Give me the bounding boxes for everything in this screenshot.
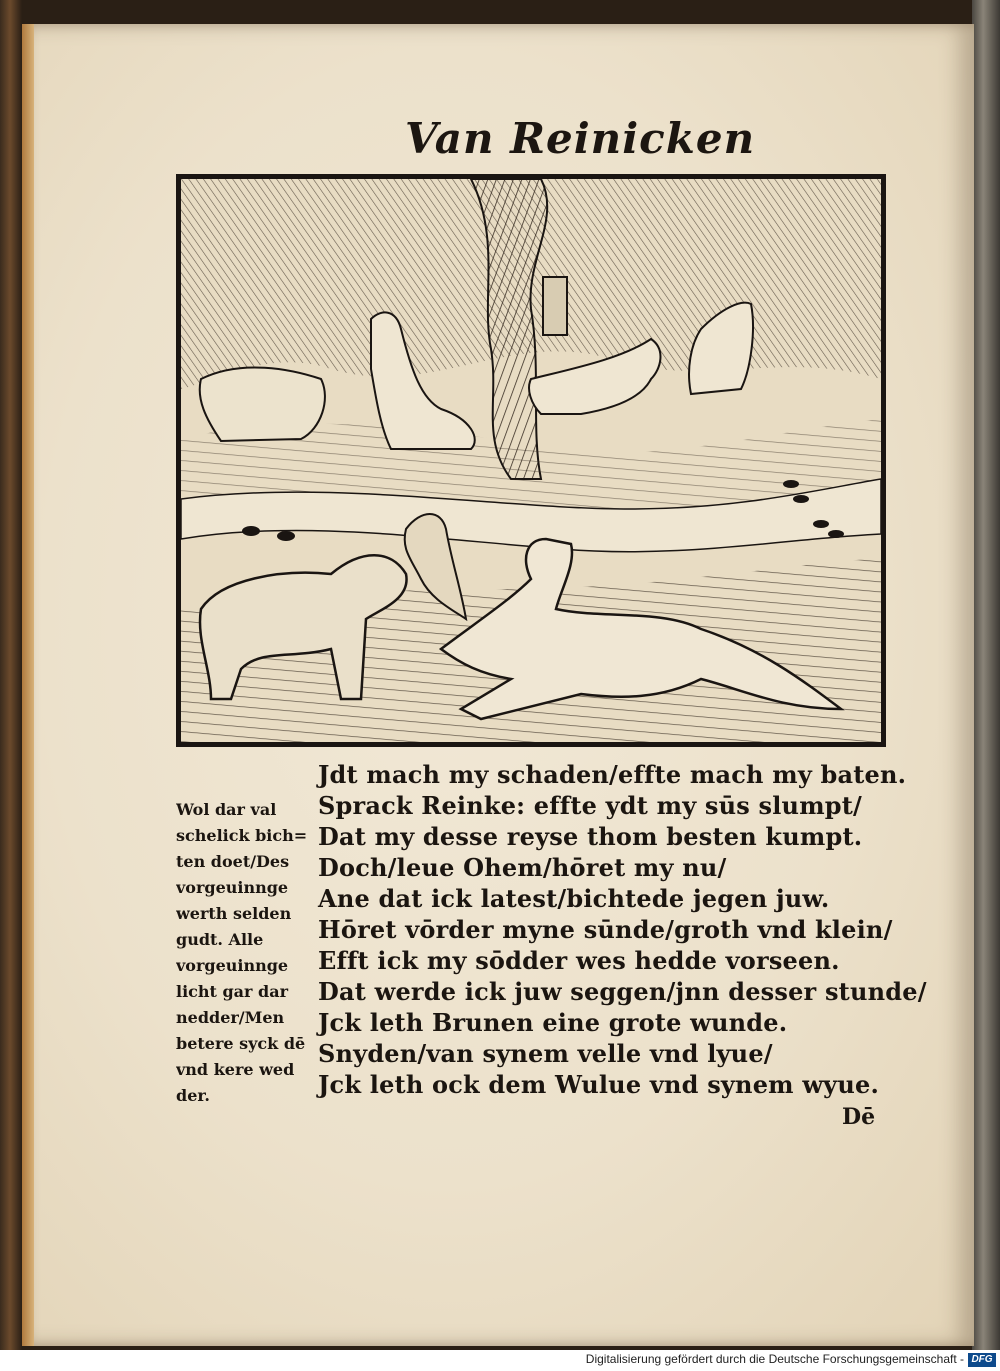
verse-line: Dat my desse reyse thom besten kumpt. <box>318 822 863 851</box>
verse-line: Jck leth ock dem Wulue vnd synem wyue. <box>318 1070 879 1099</box>
marginal-gloss-line: vorgeuinnge <box>176 878 289 897</box>
verse-line: Jck leth Brunen eine grote wunde. <box>318 1008 788 1037</box>
marginal-gloss-line: gudt. Alle <box>176 930 264 949</box>
distant-tower <box>543 277 567 335</box>
beast-figure-left <box>200 367 325 441</box>
verse-line: Efft ick my sōdder wes hedde vorseen. <box>318 946 840 975</box>
verse-line: Sprack Reinke: effte ydt my sūs slumpt/ <box>318 791 863 820</box>
verse-line: Dat werde ick juw seggen/jnn desser stunde/ <box>318 977 927 1006</box>
marginal-gloss-line: nedder/Men <box>176 1008 285 1027</box>
woodcut-illustration <box>176 174 886 747</box>
marginal-gloss-line: ten doet/Des <box>176 852 290 871</box>
book-spine <box>972 0 1000 1350</box>
marginal-gloss-line: licht gar dar <box>176 982 289 1001</box>
footer-credit-text: Digitalisierung gefördert durch die Deutsche Forschungsgemeinschaft - <box>585 1352 964 1366</box>
footer-bar <box>0 1350 1000 1371</box>
marginal-gloss-line: vnd kere wed <box>176 1060 295 1079</box>
verse-line: Doch/leue Ohem/hōret my nu/ <box>318 853 727 882</box>
running-head: Van Reinicken <box>405 114 756 163</box>
verse-line: Snyden/van synem velle vnd lyue/ <box>318 1039 773 1068</box>
marginal-gloss-line: Wol dar val <box>176 800 277 819</box>
marginal-gloss-line: schelick bich= <box>176 826 308 845</box>
verse-line: Ane dat ick latest/bichtede jegen juw. <box>318 884 830 913</box>
marginal-gloss-line: betere syck dē <box>176 1034 306 1053</box>
marginal-gloss-line: der. <box>176 1086 210 1105</box>
page-fore-edge <box>22 24 34 1346</box>
dfg-logo-icon: DFG <box>968 1353 996 1367</box>
catchword: Dē <box>842 1104 876 1130</box>
verse-line: Jdt mach my schaden/effte mach my baten. <box>318 760 907 789</box>
woodcut-foxes-scene <box>181 179 881 742</box>
marginal-gloss-line: vorgeuinnge <box>176 956 289 975</box>
verse-line: Hōret vōrder myne sūnde/groth vnd klein/ <box>318 915 893 944</box>
marginal-gloss-line: werth selden <box>176 904 292 923</box>
